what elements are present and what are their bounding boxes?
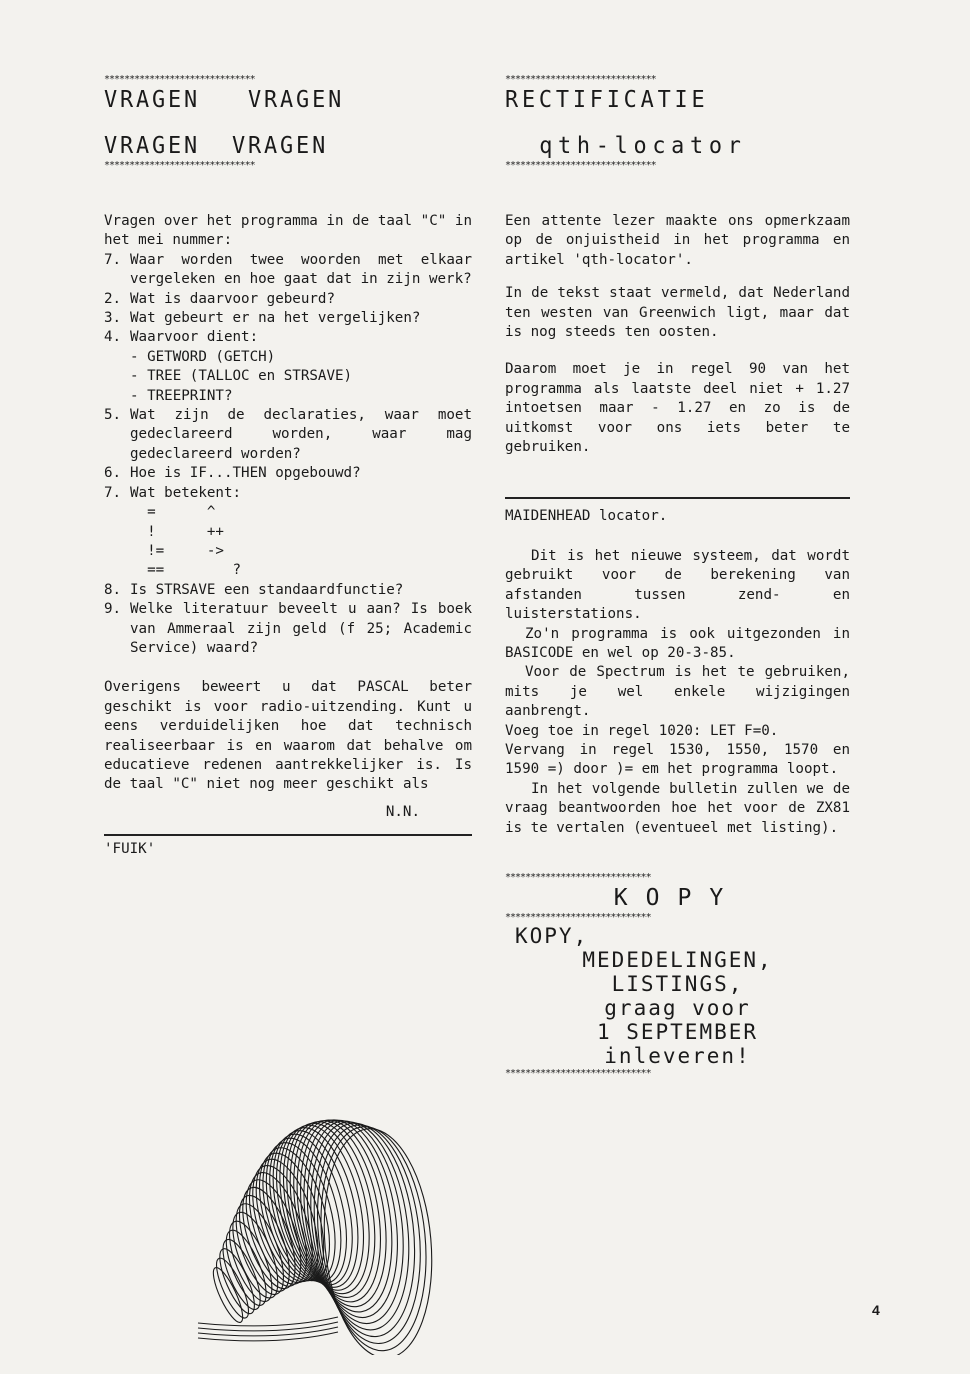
divider-line <box>104 834 472 836</box>
question-item <box>104 484 472 503</box>
operator-line: = ^ <box>130 504 216 521</box>
rectificatie-paragraph: Een attente lezer maakte ons opmerkzaam op de onjuistheid in het programma en artikel 'qth-locator'. <box>505 213 850 268</box>
pascal-paragraph: Overigens beweert u dat PASCAL beter geschikt is voor radio-uitzending. Kunt u eens verduidelijken hoe dat technisch realiseerbaar is en waarom dat behalve om educatieve redenen aantrekkelijker is. Is de taal "C" niet nog meer geschikt als <box>104 679 472 793</box>
question-list <box>104 581 472 659</box>
maidenhead-paragraph: Voeg toe in regel 1020: LET F=0. <box>505 722 779 739</box>
operator-line: != -> <box>130 542 224 559</box>
fuik-base-line <box>198 1327 338 1336</box>
kopy-line: LISTINGS, <box>611 971 744 996</box>
question-number: 9. <box>104 601 122 618</box>
page-number: 4 <box>872 1302 880 1318</box>
stars-divider: ***************************** <box>505 871 651 883</box>
maidenhead-paragraph: Vervang in regel 1530, 1550, 1570 en 1590 =) door )= em het programma loopt. <box>505 741 850 778</box>
question-item <box>104 251 472 290</box>
kopy-line: KOPY, <box>515 923 589 948</box>
stars-divider: ****************************** <box>505 160 656 171</box>
heading-qth-locator: qth-locator <box>539 133 747 159</box>
stars-divider: ***************************** <box>505 911 651 923</box>
fuik-ring <box>295 1115 415 1330</box>
question-text: Wat betekent: <box>130 484 242 501</box>
fuik-base-line <box>198 1332 338 1341</box>
maidenhead-paragraph: Zo'n programma is ook uitgezonden in BASICODE en wel op 20-3-85. <box>505 625 850 661</box>
maidenhead-label: MAIDENHEAD locator. <box>505 508 668 525</box>
fuik-base-line <box>198 1322 338 1331</box>
question-item <box>104 328 472 347</box>
stars-divider: ***************************** <box>505 1067 651 1079</box>
question-list <box>104 251 472 348</box>
question-number: 7. <box>104 251 122 268</box>
kopy-line: 1 SEPTEMBER <box>596 1019 759 1044</box>
kopy-line: graag voor <box>604 995 751 1020</box>
question-item <box>104 600 472 658</box>
maidenhead-paragraph: In het volgende bulletin zullen we de vraag beantwoorden hoe het voor de ZX81 is te vertalen (eventueel met listing). <box>505 780 850 836</box>
question-item <box>104 290 472 309</box>
question-number: 3. <box>104 310 122 327</box>
question-number: 6. <box>104 465 122 482</box>
right-column <box>505 74 850 1080</box>
question-list <box>104 406 472 503</box>
question-text: Is STRSAVE een standaardfunctie? <box>130 581 404 598</box>
maidenhead-paragraph: Voor de Spectrum is het te gebruiken, mits je wel enkele wijzigingen aanbrengt. <box>505 664 850 720</box>
kopy-title: KOPY <box>613 884 742 911</box>
left-column <box>104 74 472 860</box>
operator-line: == ? <box>130 562 242 579</box>
question-number: 2. <box>104 290 122 307</box>
question-text: Waar worden twee woorden met elkaar vergeleken en hoe gaat dat in zijn werk? <box>130 251 472 288</box>
question-number: 4. <box>104 329 122 346</box>
question-subitem: - GETWORD (GETCH) <box>130 348 276 365</box>
question-text: Wat zijn de declaraties, waar moet gedeclareerd worden, waar mag gedeclareerd worden? <box>130 407 472 462</box>
questions-intro: Vragen over het programma in de taal "C" in het mei nummer: <box>104 213 472 249</box>
question-number: 8. <box>104 581 122 598</box>
question-subitem: - TREEPRINT? <box>130 387 233 404</box>
question-text: Hoe is IF...THEN opgebouwd? <box>130 465 361 482</box>
question-item <box>104 406 472 464</box>
kopy-line: inleveren! <box>604 1043 751 1068</box>
stars-divider: ****************************** <box>104 74 255 85</box>
operator-line: ! ++ <box>130 523 224 540</box>
heading-rectificatie: RECTIFICATIE <box>505 87 709 113</box>
heading-vragen-2: VRAGEN VRAGEN <box>104 133 329 159</box>
fuik-caption: 'FUIK' <box>104 841 156 858</box>
fuik-base-line <box>198 1317 338 1326</box>
stars-divider: ****************************** <box>505 74 656 85</box>
fuik-drawing <box>188 1095 448 1355</box>
question-item <box>104 309 472 328</box>
stars-divider: ****************************** <box>104 160 255 171</box>
question-number: 7. <box>104 484 122 501</box>
signature: N.N. <box>385 803 420 820</box>
question-text: Wat gebeurt er na het vergelijken? <box>130 310 421 327</box>
kopy-line: MEDEDELINGEN, <box>582 947 773 972</box>
rectificatie-paragraph: In de tekst staat vermeld, dat Nederland ten westen van Greenwich ligt, maar dat is nog steeds ten oosten. <box>505 285 850 341</box>
rectificatie-paragraph: Daarom moet je in regel 90 van het programma als laatste deel niet + 1.27 intoetsen maar - 1.27 en zo is de uitkomst voor ons iets beter te gebruiken. <box>505 361 850 456</box>
question-text: Welke literatuur beveelt u aan? Is boek van Ammeraal zijn geld (f 25; Academic Service) waard? <box>130 601 472 656</box>
question-item <box>104 464 472 483</box>
question-subitem: - TREE (TALLOC en STRSAVE) <box>130 368 353 385</box>
question-text: Wat is daarvoor gebeurd? <box>130 290 335 307</box>
heading-vragen-1: VRAGEN VRAGEN <box>104 87 345 113</box>
question-item <box>104 581 472 600</box>
question-text: Waarvoor dient: <box>130 329 259 346</box>
maidenhead-paragraph: Dit is het nieuwe systeem, dat wordt gebruikt voor de berekening van afstanden tussen zend- en luisterstations. <box>505 547 850 623</box>
question-number: 5. <box>104 407 122 424</box>
